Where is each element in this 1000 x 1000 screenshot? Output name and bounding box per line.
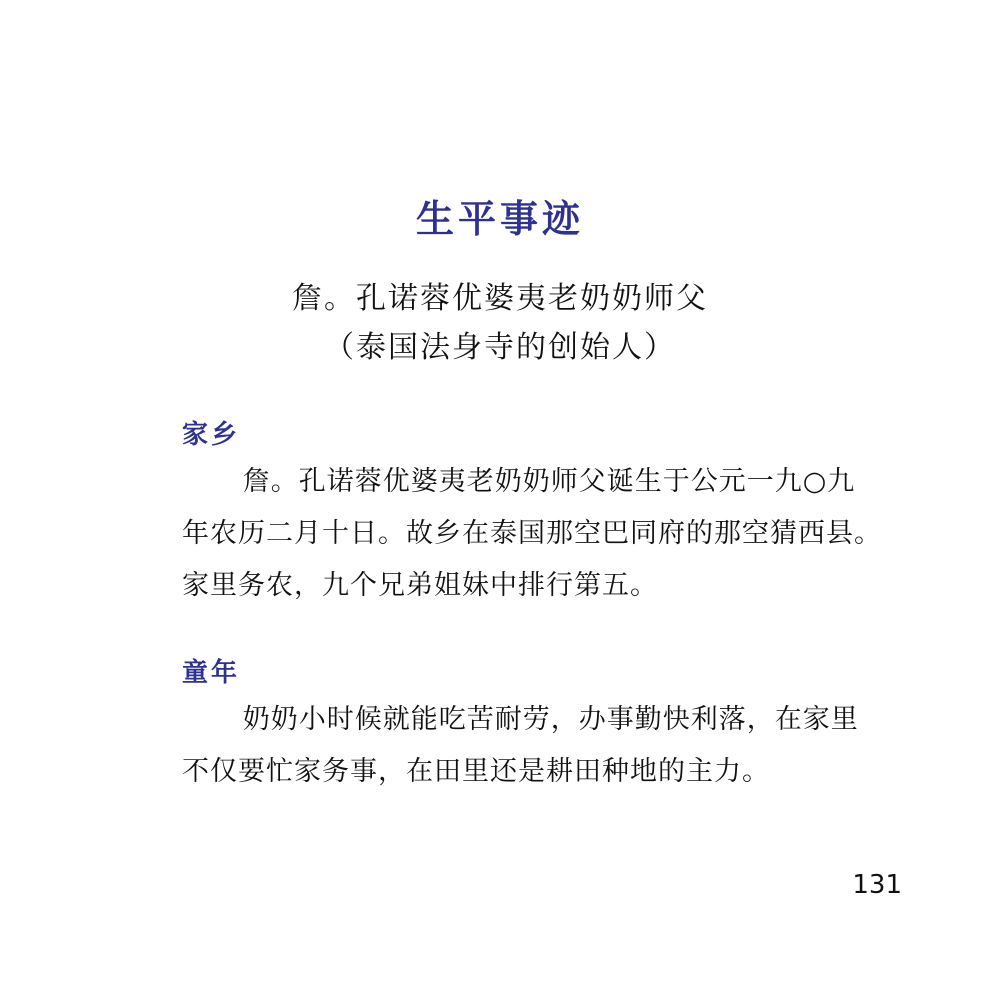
section-text-childhood: 奶奶小时候就能吃苦耐劳，办事勤快利落，在家里不仅要忙家务事，在田里还是耕田种地的主力。 xyxy=(182,704,859,787)
page-title: 生平事迹 xyxy=(415,197,584,241)
subtitle-description: （泰国法身寺的创始人） xyxy=(324,330,676,365)
subtitle-name: 詹。孔诺蓉优婆夷老奶奶师父 xyxy=(292,281,708,316)
section-text-hometown: 詹。孔诺蓉优婆夷老奶奶师父诞生于公元一九○九年农历二月十日。故乡在泰国那空巴同府的那空猜西县。家里务农，九个兄弟姐妹中排行第五。 xyxy=(182,466,882,601)
page-number: 131 xyxy=(852,870,902,900)
section-heading-childhood: 童年 xyxy=(182,658,241,688)
section-heading-hometown: 家乡 xyxy=(182,420,241,450)
